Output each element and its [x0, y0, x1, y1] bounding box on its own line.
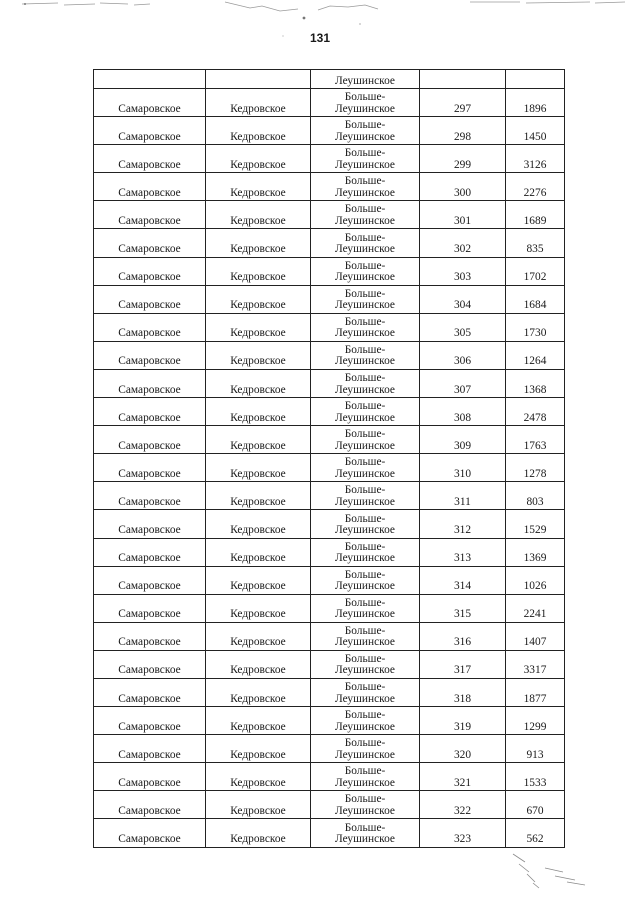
locality-line-1: Больше-: [344, 147, 386, 160]
settlement-cell: Кедровское: [206, 594, 311, 622]
locality-line-2: Леушинское: [335, 158, 395, 171]
municipality-cell: Самаровское: [94, 735, 206, 763]
municipality-cell: Самаровское: [94, 538, 206, 566]
locality-line-1: Больше-: [344, 765, 386, 778]
number-cell: 318: [420, 678, 506, 706]
locality-line-2: Леушинское: [335, 720, 395, 733]
settlement-cell: Кедровское: [206, 173, 311, 201]
table-row: [94, 735, 565, 763]
municipality-cell: Самаровское: [94, 257, 206, 285]
number-cell: 315: [420, 594, 506, 622]
municipality-cell: [94, 70, 206, 89]
locality-line-1: Больше-: [344, 456, 386, 469]
locality-line-1: Больше-: [344, 737, 386, 750]
locality-cell: [311, 678, 420, 706]
table-row: [94, 145, 565, 173]
locality-cell: [311, 257, 420, 285]
locality-line-2: Леушинское: [335, 383, 395, 396]
settlement-cell: Кедровское: [206, 538, 311, 566]
number-cell: 317: [420, 650, 506, 678]
number-cell: 316: [420, 622, 506, 650]
locality-line-2: Леушинское: [335, 833, 395, 846]
locality-cell: [311, 285, 420, 313]
municipality-cell: Самаровское: [94, 285, 206, 313]
locality-line-2: Леушинское: [335, 608, 395, 621]
municipality-cell: Самаровское: [94, 426, 206, 454]
locality-cell: [311, 89, 420, 117]
value-cell: [506, 70, 565, 89]
settlement-cell: Кедровское: [206, 454, 311, 482]
table-row: [94, 89, 565, 117]
locality-cell: [311, 510, 420, 538]
locality-cell: [311, 538, 420, 566]
municipality-cell: Самаровское: [94, 173, 206, 201]
locality-line-2: Леушинское: [335, 214, 395, 227]
locality-cell: [311, 117, 420, 145]
locality-cell: [311, 735, 420, 763]
table-row: [94, 791, 565, 819]
page-number: 131: [309, 31, 331, 45]
table-row: [94, 707, 565, 735]
number-cell: 314: [420, 566, 506, 594]
locality-line-2: Леушинское: [335, 327, 395, 340]
number-cell: 301: [420, 201, 506, 229]
table-row: [94, 285, 565, 313]
locality-line-2: Леушинское: [335, 495, 395, 508]
locality-line-1: Больше-: [344, 709, 386, 722]
settlement-cell: Кедровское: [206, 650, 311, 678]
locality-line-2: Леушинское: [335, 776, 395, 789]
locality-line-1: Больше-: [344, 91, 386, 104]
locality-cell: [311, 791, 420, 819]
number-cell: 311: [420, 482, 506, 510]
table-row: [94, 566, 565, 594]
locality-line-1: Больше-: [344, 681, 386, 694]
settlement-cell: Кедровское: [206, 622, 311, 650]
municipality-cell: Самаровское: [94, 145, 206, 173]
municipality-cell: Самаровское: [94, 763, 206, 791]
table-row: [94, 229, 565, 257]
table-row: [94, 201, 565, 229]
settlement-cell: Кедровское: [206, 566, 311, 594]
value-cell: 1763: [506, 426, 565, 454]
value-cell: 1026: [506, 566, 565, 594]
municipality-cell: Самаровское: [94, 707, 206, 735]
value-cell: 1896: [506, 89, 565, 117]
value-cell: 2276: [506, 173, 565, 201]
locality-line-2: Леушинское: [335, 692, 395, 705]
value-cell: 1730: [506, 313, 565, 341]
value-cell: 1702: [506, 257, 565, 285]
value-cell: 803: [506, 482, 565, 510]
table-row: [94, 678, 565, 706]
number-cell: 303: [420, 257, 506, 285]
municipality-cell: Самаровское: [94, 369, 206, 397]
number-cell: 304: [420, 285, 506, 313]
municipality-cell: Самаровское: [94, 622, 206, 650]
number-cell: 307: [420, 369, 506, 397]
table-row: [94, 398, 565, 426]
locality-cell: [311, 229, 420, 257]
value-cell: 2478: [506, 398, 565, 426]
settlement-cell: Кедровское: [206, 145, 311, 173]
locality-line-1: Больше-: [344, 484, 386, 497]
locality-line-2: Леушинское: [335, 580, 395, 593]
value-cell: 1450: [506, 117, 565, 145]
locality-cell: [311, 70, 420, 89]
number-cell: 309: [420, 426, 506, 454]
municipality-cell: Самаровское: [94, 650, 206, 678]
locality-line-2: Леушинское: [335, 748, 395, 761]
table-row: [94, 538, 565, 566]
locality-line-1: Больше-: [344, 203, 386, 216]
municipality-cell: Самаровское: [94, 89, 206, 117]
settlement-cell: Кедровское: [206, 117, 311, 145]
number-cell: 300: [420, 173, 506, 201]
table-row: [94, 510, 565, 538]
locality-line-1: Больше-: [344, 259, 386, 272]
municipality-cell: Самаровское: [94, 201, 206, 229]
number-cell: 320: [420, 735, 506, 763]
table-row: [94, 763, 565, 791]
locality-line-1: Больше-: [344, 624, 386, 637]
locality-line-2: Леушинское: [335, 74, 395, 87]
value-cell: 913: [506, 735, 565, 763]
value-cell: 3317: [506, 650, 565, 678]
municipality-cell: Самаровское: [94, 819, 206, 847]
settlement-cell: Кедровское: [206, 426, 311, 454]
value-cell: 562: [506, 819, 565, 847]
value-cell: 835: [506, 229, 565, 257]
locality-line-1: Больше-: [344, 315, 386, 328]
table-row: [94, 819, 565, 847]
locality-cell: [311, 622, 420, 650]
settlement-cell: Кедровское: [206, 285, 311, 313]
locality-line-2: Леушинское: [335, 130, 395, 143]
value-cell: 1369: [506, 538, 565, 566]
settlement-cell: Кедровское: [206, 678, 311, 706]
value-cell: 1299: [506, 707, 565, 735]
value-cell: 1877: [506, 678, 565, 706]
value-cell: 2241: [506, 594, 565, 622]
number-cell: 310: [420, 454, 506, 482]
settlement-cell: Кедровское: [206, 735, 311, 763]
settlement-cell: Кедровское: [206, 510, 311, 538]
locality-line-1: Больше-: [344, 596, 386, 609]
locality-cell: [311, 566, 420, 594]
number-cell: 305: [420, 313, 506, 341]
settlement-cell: Кедровское: [206, 201, 311, 229]
value-cell: 3126: [506, 145, 565, 173]
locality-line-2: Леушинское: [335, 804, 395, 817]
locality-line-2: Леушинское: [335, 467, 395, 480]
locality-line-1: Больше-: [344, 400, 386, 413]
value-cell: 1407: [506, 622, 565, 650]
table-row: [94, 369, 565, 397]
locality-line-1: Больше-: [344, 428, 386, 441]
locality-line-2: Леушинское: [335, 636, 395, 649]
locality-line-2: Леушинское: [335, 102, 395, 115]
locality-cell: [311, 763, 420, 791]
settlement-cell: [206, 70, 311, 89]
locality-cell: [311, 707, 420, 735]
value-cell: 1684: [506, 285, 565, 313]
number-cell: 321: [420, 763, 506, 791]
settlement-cell: Кедровское: [206, 229, 311, 257]
table-row: [94, 426, 565, 454]
value-cell: 1689: [506, 201, 565, 229]
locality-cell: [311, 426, 420, 454]
value-cell: 1368: [506, 369, 565, 397]
table-row: [94, 257, 565, 285]
locality-line-2: Леушинское: [335, 271, 395, 284]
value-cell: 1278: [506, 454, 565, 482]
table-row: [94, 454, 565, 482]
locality-line-2: Леушинское: [335, 552, 395, 565]
settlement-cell: Кедровское: [206, 398, 311, 426]
table-row-partial: [94, 70, 565, 89]
municipality-cell: Самаровское: [94, 510, 206, 538]
locality-line-1: Больше-: [344, 793, 386, 806]
locality-cell: [311, 341, 420, 369]
locality-line-1: Больше-: [344, 512, 386, 525]
locality-line-1: Больше-: [344, 119, 386, 132]
table-body: [94, 70, 565, 848]
municipality-cell: Самаровское: [94, 482, 206, 510]
settlement-cell: Кедровское: [206, 89, 311, 117]
locality-line-2: Леушинское: [335, 355, 395, 368]
locality-line-1: Больше-: [344, 231, 386, 244]
number-cell: 308: [420, 398, 506, 426]
locality-cell: [311, 594, 420, 622]
municipality-cell: Самаровское: [94, 398, 206, 426]
locality-cell: [311, 482, 420, 510]
settlement-cell: Кедровское: [206, 707, 311, 735]
table-row: [94, 482, 565, 510]
locality-line-1: Больше-: [344, 175, 386, 188]
table-row: [94, 650, 565, 678]
value-cell: 1264: [506, 341, 565, 369]
locality-cell: [311, 650, 420, 678]
municipality-cell: Самаровское: [94, 566, 206, 594]
locality-line-2: Леушинское: [335, 299, 395, 312]
municipality-cell: Самаровское: [94, 454, 206, 482]
value-cell: 670: [506, 791, 565, 819]
municipality-cell: Самаровское: [94, 678, 206, 706]
locality-line-1: Больше-: [344, 372, 386, 385]
table-row: [94, 594, 565, 622]
number-cell: 306: [420, 341, 506, 369]
locality-cell: [311, 313, 420, 341]
locality-cell: [311, 398, 420, 426]
number-cell: 298: [420, 117, 506, 145]
scan-noise-bottom: [505, 852, 595, 892]
number-cell: 322: [420, 791, 506, 819]
number-cell: 302: [420, 229, 506, 257]
settlement-cell: Кедровское: [206, 257, 311, 285]
number-cell: 319: [420, 707, 506, 735]
locality-cell: [311, 173, 420, 201]
table-row: [94, 622, 565, 650]
number-cell: 297: [420, 89, 506, 117]
locality-line-1: Больше-: [344, 540, 386, 553]
settlement-cell: Кедровское: [206, 791, 311, 819]
settlement-cell: Кедровское: [206, 341, 311, 369]
value-cell: 1533: [506, 763, 565, 791]
municipality-cell: Самаровское: [94, 117, 206, 145]
locality-line-1: Больше-: [344, 568, 386, 581]
table-row: [94, 173, 565, 201]
locality-line-2: Леушинское: [335, 243, 395, 256]
table-row: [94, 341, 565, 369]
settlement-cell: Кедровское: [206, 313, 311, 341]
locality-cell: [311, 369, 420, 397]
settlement-cell: Кедровское: [206, 819, 311, 847]
number-cell: [420, 70, 506, 89]
locality-line-2: Леушинское: [335, 439, 395, 452]
municipality-cell: Самаровское: [94, 791, 206, 819]
number-cell: 313: [420, 538, 506, 566]
municipality-cell: Самаровское: [94, 341, 206, 369]
value-cell: 1529: [506, 510, 565, 538]
locality-cell: [311, 819, 420, 847]
locality-cell: [311, 454, 420, 482]
locality-line-2: Леушинское: [335, 664, 395, 677]
number-cell: 299: [420, 145, 506, 173]
locality-line-2: Леушинское: [335, 411, 395, 424]
municipality-cell: Самаровское: [94, 229, 206, 257]
locality-line-1: Больше-: [344, 287, 386, 300]
table-row: [94, 117, 565, 145]
locality-line-1: Больше-: [344, 652, 386, 665]
settlement-cell: Кедровское: [206, 369, 311, 397]
settlement-cell: Кедровское: [206, 763, 311, 791]
land-registry-table: [93, 69, 565, 848]
number-cell: 323: [420, 819, 506, 847]
locality-cell: [311, 145, 420, 173]
locality-line-2: Леушинское: [335, 186, 395, 199]
table-row: [94, 313, 565, 341]
locality-line-2: Леушинское: [335, 524, 395, 536]
locality-line-1: Больше-: [344, 343, 386, 356]
locality-line-1: Больше-: [344, 821, 386, 834]
locality-cell: [311, 201, 420, 229]
settlement-cell: Кедровское: [206, 482, 311, 510]
municipality-cell: Самаровское: [94, 313, 206, 341]
number-cell: 312: [420, 510, 506, 538]
municipality-cell: Самаровское: [94, 594, 206, 622]
